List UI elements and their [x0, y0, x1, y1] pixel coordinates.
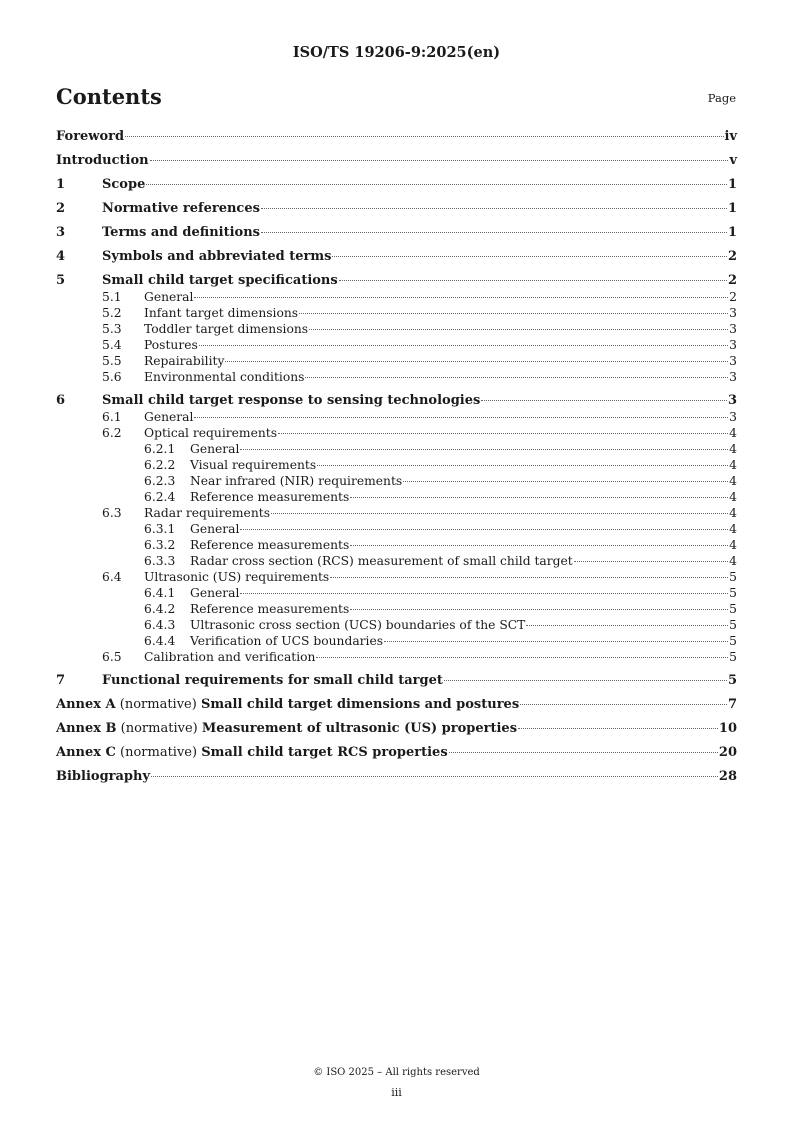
toc-entry-5-6[interactable]: 5.6 Environmental conditions 3 [102, 370, 737, 384]
toc-entry-6-1[interactable]: 6.1 General 3 [102, 410, 737, 424]
toc-entry-5-4[interactable]: 5.4 Postures 3 [102, 338, 737, 352]
toc-entry-5-3[interactable]: 5.3 Toddler target dimensions 3 [102, 322, 737, 336]
document-id: ISO/TS 19206-9:2025(en) [292, 44, 501, 61]
toc-entry-6-4-3[interactable]: 6.4.3 Ultrasonic cross section (UCS) boundaries of the SCT 5 [144, 618, 737, 632]
page-title: Contents [56, 84, 162, 109]
page-column-label: Page [707, 91, 736, 105]
toc-entry-6-2[interactable]: 6.2 Optical requirements 4 [102, 426, 737, 440]
toc-entry-6-3-3[interactable]: 6.3.3 Radar cross section (RCS) measurement of small child target 4 [144, 554, 737, 568]
page-number: iii [391, 1086, 402, 1099]
toc-entry-5[interactable]: 5 Small child target specifications 2 [56, 273, 737, 288]
toc-entry-foreword[interactable]: Foreword iv [56, 129, 737, 144]
toc-entry-6[interactable]: 6 Small child target response to sensing technologies 3 [56, 393, 737, 408]
toc-entry-4[interactable]: 4 Symbols and abbreviated terms 2 [56, 249, 737, 264]
toc-entry-6-2-3[interactable]: 6.2.3 Near infrared (NIR) requirements 4 [144, 474, 737, 488]
toc-entry-2[interactable]: 2 Normative references 1 [56, 201, 737, 216]
toc-entry-6-4-1[interactable]: 6.4.1 General 5 [144, 586, 737, 600]
toc-entry-6-4-4[interactable]: 6.4.4 Verification of UCS boundaries 5 [144, 634, 737, 648]
toc-entry-5-5[interactable]: 5.5 Repairability 3 [102, 354, 737, 368]
toc-entry-introduction[interactable]: Introduction v [56, 153, 737, 168]
toc-entry-annex-b[interactable]: Annex B (normative) Measurement of ultrasonic (US) properties 10 [56, 721, 737, 736]
toc-entry-bibliography[interactable]: Bibliography 28 [56, 769, 737, 784]
toc-entry-6-3[interactable]: 6.3 Radar requirements 4 [102, 506, 737, 520]
toc-entry-6-2-1[interactable]: 6.2.1 General 4 [144, 442, 737, 456]
toc-entry-5-1[interactable]: 5.1 General 2 [102, 290, 737, 304]
toc-entry-6-3-2[interactable]: 6.3.2 Reference measurements 4 [144, 538, 737, 552]
copyright-notice: © ISO 2025 – All rights reserved [313, 1067, 480, 1078]
toc-entry-3[interactable]: 3 Terms and definitions 1 [56, 225, 737, 240]
toc-entry-1[interactable]: 1 Scope 1 [56, 177, 737, 192]
toc-entry-6-4-2[interactable]: 6.4.2 Reference measurements 5 [144, 602, 737, 616]
toc-entry-6-3-1[interactable]: 6.3.1 General 4 [144, 522, 737, 536]
toc-entry-6-4[interactable]: 6.4 Ultrasonic (US) requirements 5 [102, 570, 737, 584]
table-of-contents [56, 128, 737, 785]
toc-entry-5-2[interactable]: 5.2 Infant target dimensions 3 [102, 306, 737, 320]
toc-entry-annex-a[interactable]: Annex A (normative) Small child target dimensions and postures 7 [56, 697, 737, 712]
toc-entry-6-5[interactable]: 6.5 Calibration and verification 5 [102, 650, 737, 664]
toc-entry-7[interactable]: 7 Functional requirements for small child target 5 [56, 673, 737, 688]
toc-entry-6-2-2[interactable]: 6.2.2 Visual requirements 4 [144, 458, 737, 472]
toc-entry-annex-c[interactable]: Annex C (normative) Small child target RCS properties 20 [56, 745, 737, 760]
toc-entry-6-2-4[interactable]: 6.2.4 Reference measurements 4 [144, 490, 737, 504]
